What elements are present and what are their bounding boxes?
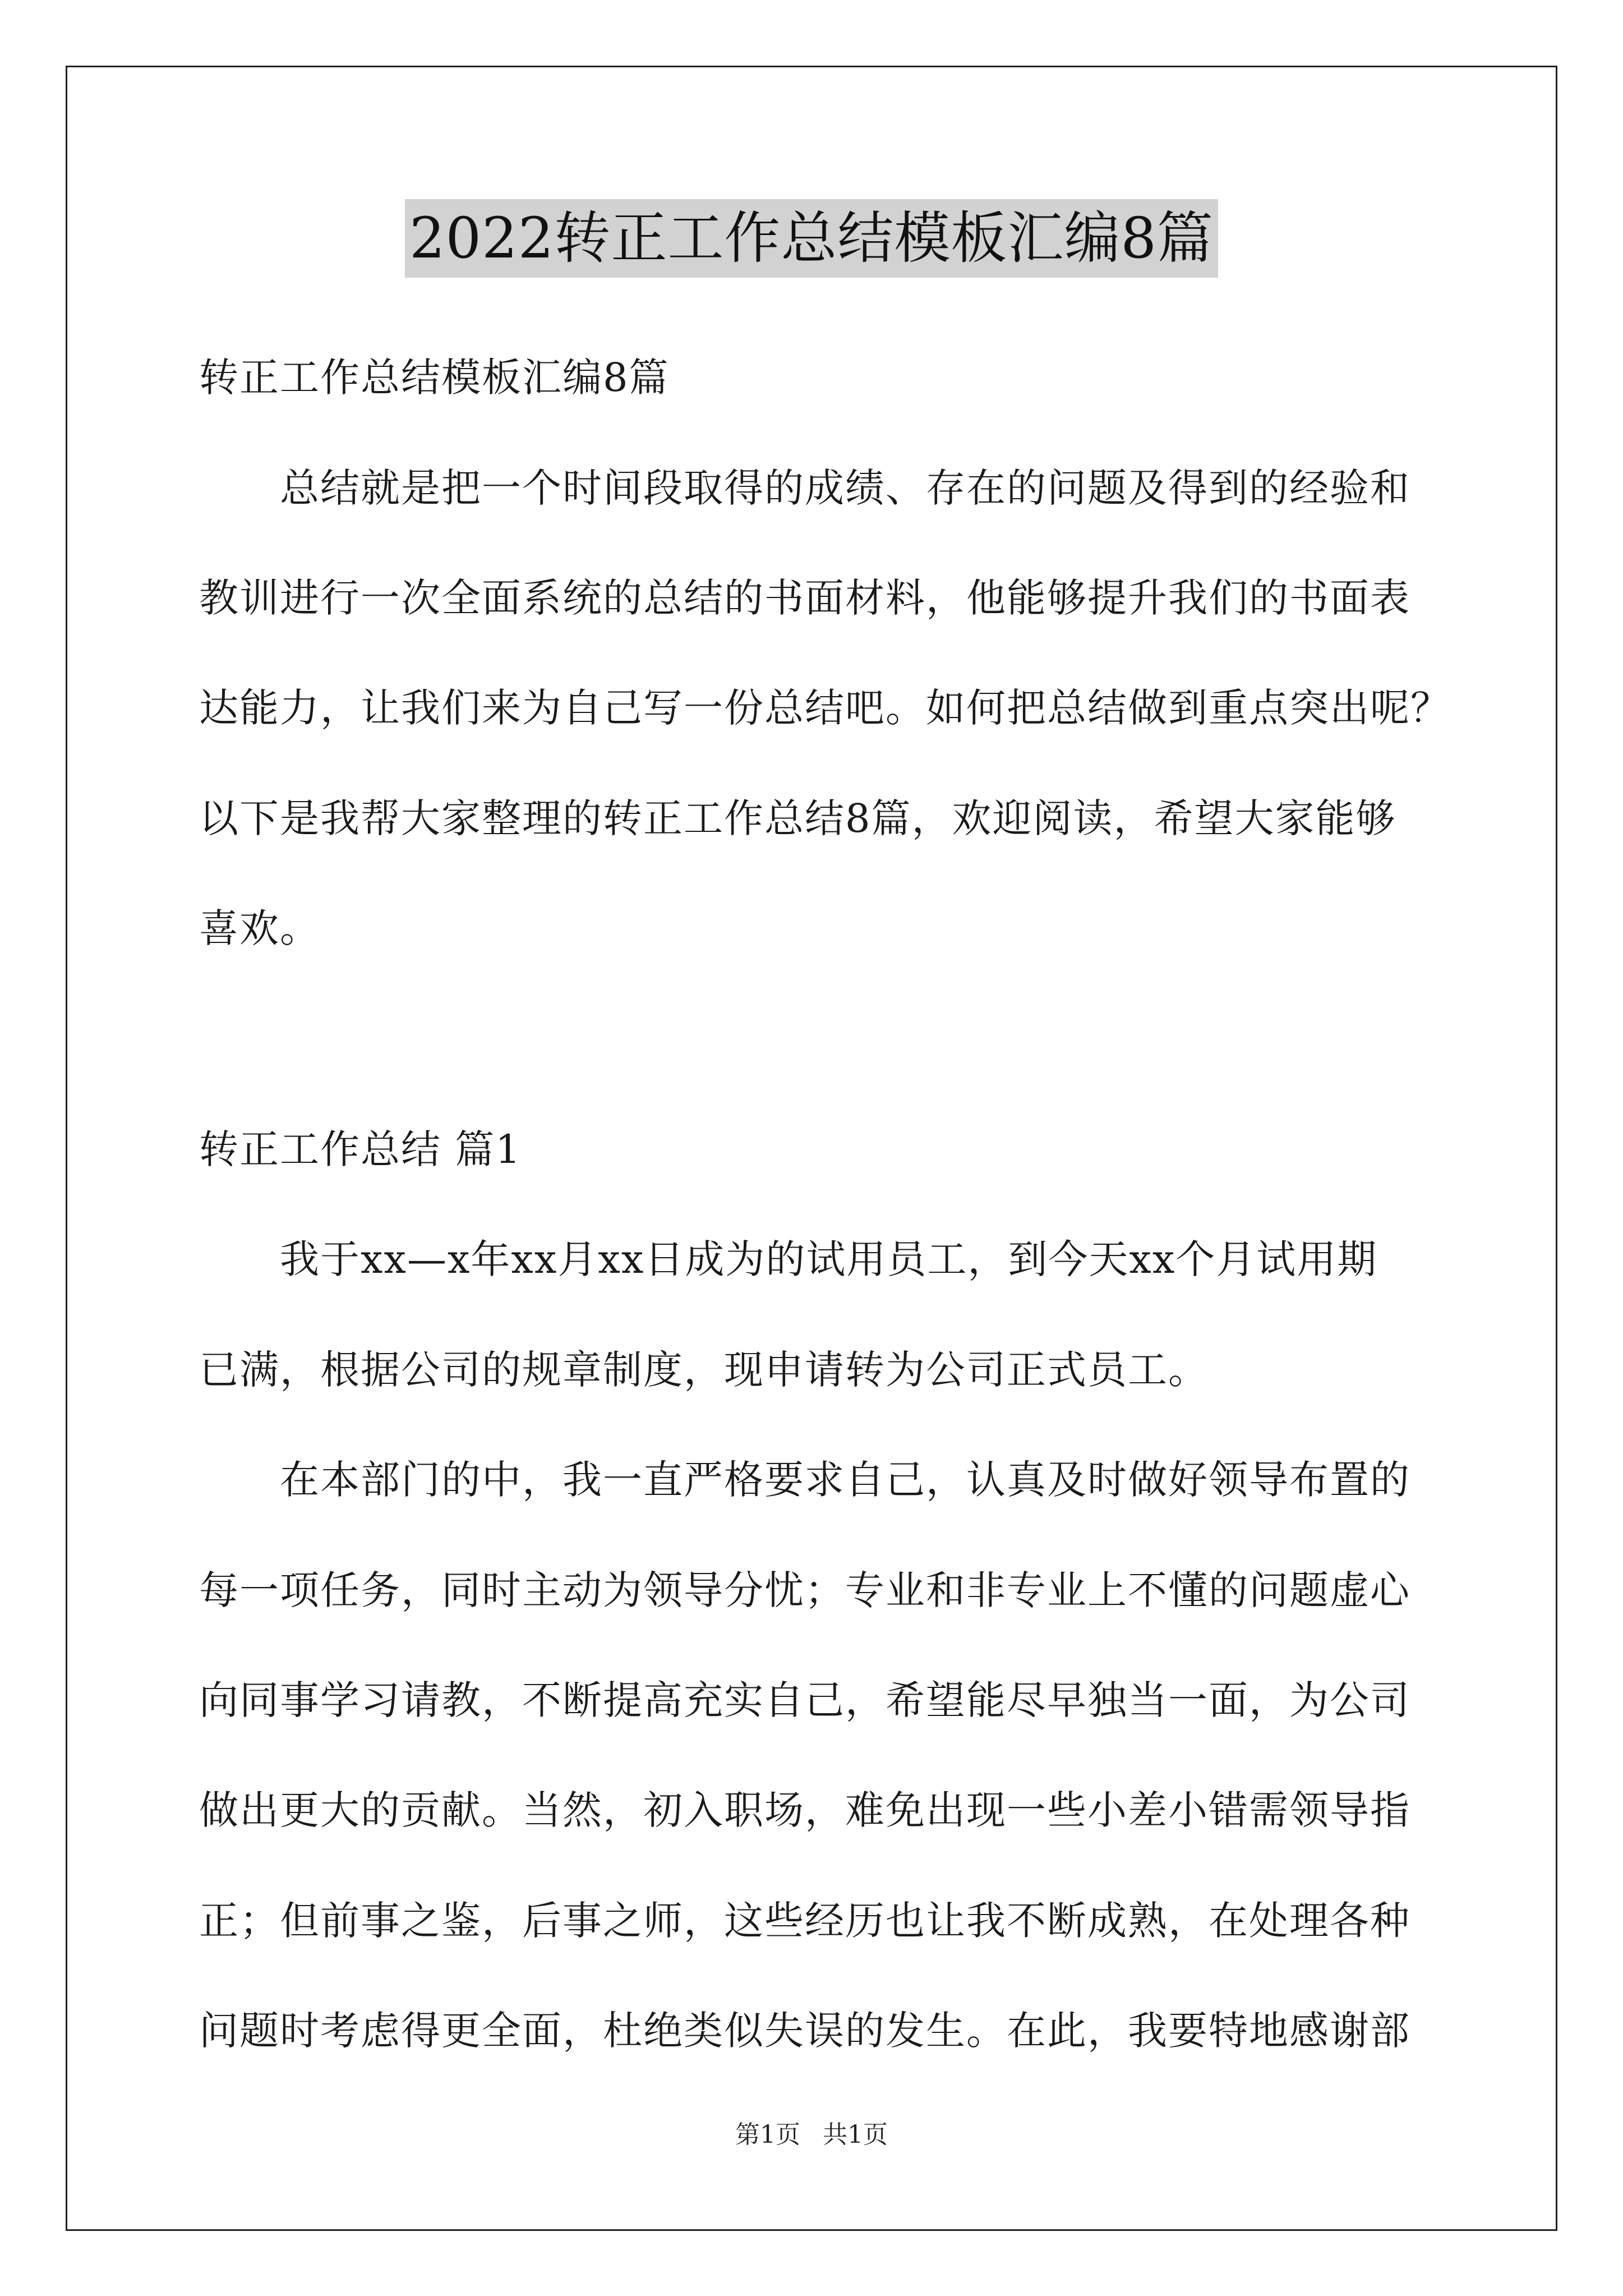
paragraph-line: 已满，根据公司的规章制度，现申请转为公司正式员工。 [199, 1347, 1209, 1393]
intro-line: 达能力，让我们来为自己写一份总结吧。如何把总结做到重点突出呢？ [199, 685, 1451, 731]
paragraph-line: 在本部门的中，我一直严格要求自己，认真及时做好领导布置的 [199, 1457, 1410, 1503]
paragraph-line: 正；但前事之鉴，后事之师，这些经历也让我不断成熟，在处理各种 [199, 1898, 1410, 1944]
paragraph-line: 向同事学习请教，不断提高充实自己，希望能尽早独当一面，为公司 [199, 1677, 1410, 1723]
paragraph-line: 每一项任务，同时主动为领导分忧；专业和非专业上不懂的问题虚心 [199, 1567, 1410, 1613]
section-heading: 转正工作总结 篇1 [199, 1126, 522, 1172]
paragraph-line: 我于xx—x年xx月xx日成为的试用员工，到今天xx个月试用期 [199, 1236, 1378, 1282]
page-footer [0, 2119, 1623, 2151]
document-subtitle: 转正工作总结模板汇编8篇 [199, 355, 670, 401]
document-title: 2022转正工作总结模板汇编8篇 [405, 199, 1218, 278]
intro-line: 喜欢。 [199, 905, 320, 951]
intro-line: 以下是我帮大家整理的转正工作总结8篇，欢迎阅读，希望大家能够 [199, 795, 1396, 841]
paragraph-line: 问题时考虑得更全面，杜绝类似失误的发生。在此，我要特地感谢部 [199, 2008, 1410, 2054]
title-container [0, 199, 1623, 278]
page-total: 共1页 [823, 2120, 888, 2149]
page-number: 第1页 [735, 2120, 800, 2149]
intro-line: 总结就是把一个时间段取得的成绩、存在的问题及得到的经验和 [199, 465, 1410, 511]
intro-line: 教训进行一次全面系统的总结的书面材料，他能够提升我们的书面表 [199, 575, 1410, 621]
paragraph-line: 做出更大的贡献。当然，初入职场，难免出现一些小差小错需领导指 [199, 1787, 1410, 1833]
